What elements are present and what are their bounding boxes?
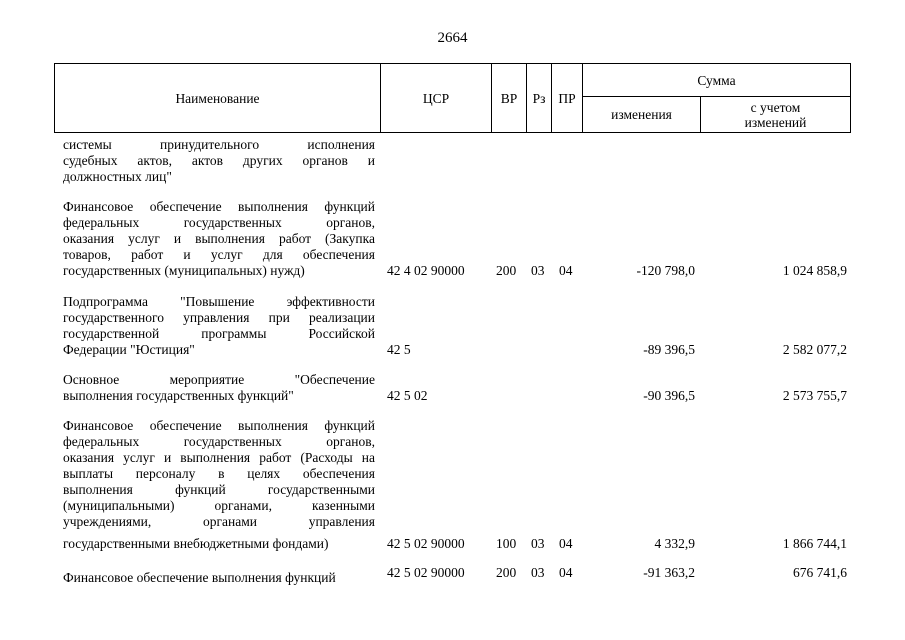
row-1-change: -120 798,0 [636,263,695,278]
row-2-line-2: государственной программы Российской [63,326,375,341]
header-name: Наименование [54,63,381,133]
row-4-line-7: государственными внебюджетными фондами) [63,536,329,551]
header-csr: ЦСР [380,63,492,133]
row-2-line-0: Подпрограмма "Повышение эффективности [63,294,375,309]
row-3-csr: 42 5 02 [387,388,428,403]
row-1-csr: 42 4 02 90000 [387,263,465,278]
row-5-vr: 200 [496,565,517,580]
row-5-line-0: Финансовое обеспечение выполнения функций [63,570,336,585]
row-1-line-4: государственных (муниципальных) нужд) [63,263,305,278]
row-3-line-1: выполнения государственных функций" [63,388,294,403]
row-4-line-3: выплаты персоналу в целях обеспечения [63,466,375,481]
row-0-line-2: должностных лиц" [63,169,172,184]
row-4-change: 4 332,9 [654,536,695,551]
row-4-line-6: учреждениями, органами управления [63,514,375,529]
header-sum: Сумма [582,63,851,97]
row-1-line-1: федеральных государственных органов, [63,215,375,230]
row-4-rz: 03 [531,536,545,551]
page-number: 2664 [437,30,468,46]
row-4-total: 1 866 744,1 [782,536,847,551]
row-4-line-4: выполнения функций государственными [63,482,375,497]
row-5-total: 676 741,6 [793,565,847,580]
row-0-line-0: системы принудительного исполнения [63,137,375,152]
row-4-line-1: федеральных государственных органов, [63,434,375,449]
row-1-line-3: товаров, работ и услуг для обеспечения [63,247,375,262]
header-vr: ВР [491,63,527,133]
row-3-line-0: Основное мероприятие "Обеспечение [63,372,375,387]
row-4-vr: 100 [496,536,517,551]
row-5-csr: 42 5 02 90000 [387,565,465,580]
header-change: изменения [582,96,701,133]
row-1-pr: 04 [559,263,573,278]
row-1-line-2: оказания услуг и выполнения работ (Закупка [63,231,375,246]
row-4-pr: 04 [559,536,573,551]
row-4-line-5: (муниципальными) органами, казенными [63,498,375,513]
row-3-total: 2 573 755,7 [782,388,847,403]
row-2-line-1: государственного управления при реализации [63,310,375,325]
row-3-change: -90 396,5 [643,388,695,403]
row-1-rz: 03 [531,263,545,278]
header-rz: Рз [526,63,552,133]
row-0-line-1: судебных актов, актов других органов и [63,153,375,168]
row-5-pr: 04 [559,565,573,580]
header-pr: ПР [551,63,583,133]
row-1-line-0: Финансовое обеспечение выполнения функций [63,199,375,214]
row-4-csr: 42 5 02 90000 [387,536,465,551]
row-2-change: -89 396,5 [643,342,695,357]
row-4-line-0: Финансовое обеспечение выполнения функций [63,418,375,433]
row-4-line-2: оказания услуг и выполнения работ (Расходы на [63,450,375,465]
row-2-csr: 42 5 [387,342,411,357]
row-5-change: -91 363,2 [643,565,695,580]
row-5-rz: 03 [531,565,545,580]
row-2-line-3: Федерации "Юстиция" [63,342,195,357]
row-1-vr: 200 [496,263,517,278]
row-2-total: 2 582 077,2 [782,342,847,357]
header-with-change: с учетом изменений [700,96,851,133]
row-1-total: 1 024 858,9 [782,263,847,278]
